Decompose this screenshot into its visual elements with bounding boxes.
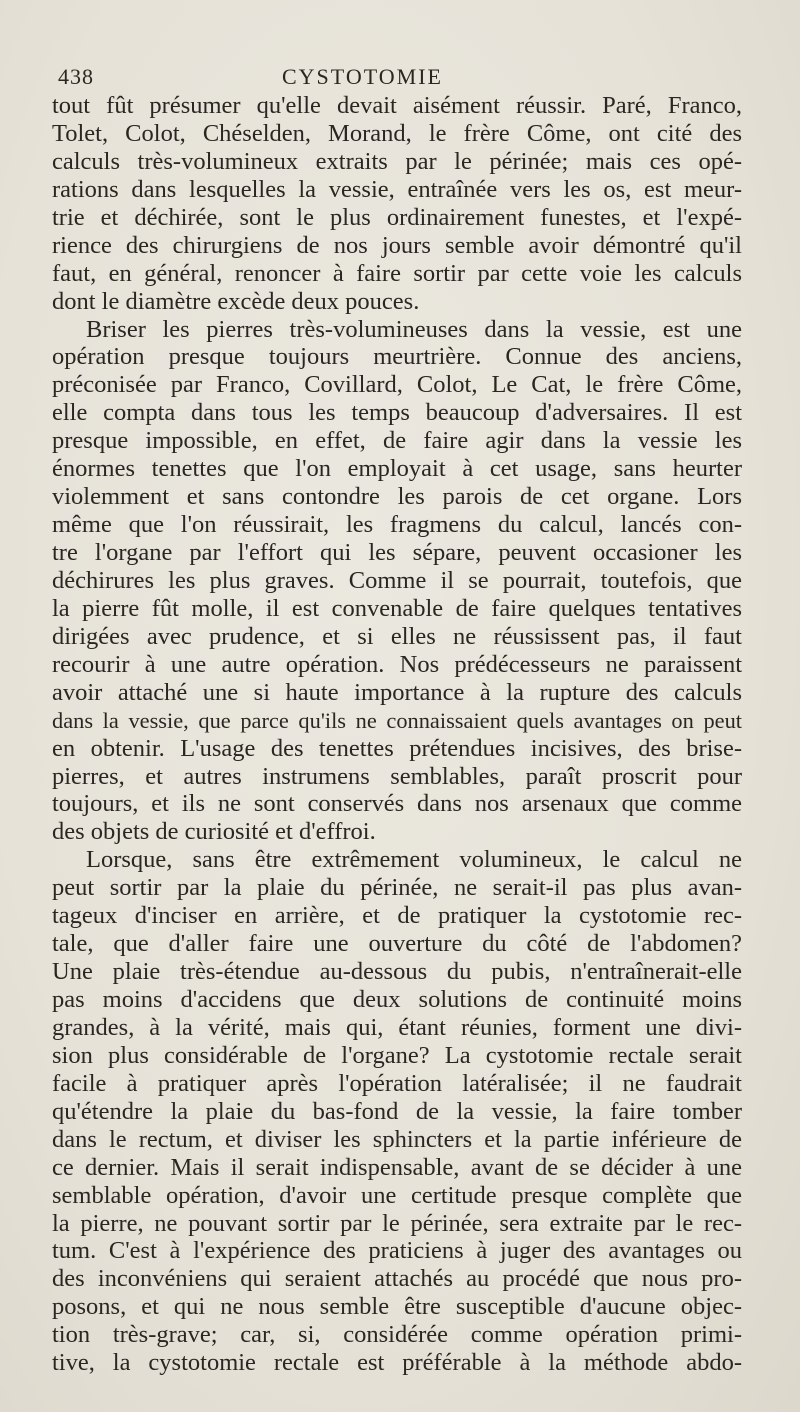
text-line: presque impossible, en effet, de faire agir dans la vessie les: [52, 427, 742, 455]
text-line: recourir à une autre opération. Nos prédécesseurs ne paraissent: [52, 650, 742, 678]
text-line: la pierre, ne pouvant sortir par le périnée, sera extraite par le rec-: [52, 1209, 742, 1237]
text-line: sion plus considérable de l'organe? La cystotomie rectale serait: [52, 1041, 742, 1069]
text-line: ce dernier. Mais il serait indispensable, avant de se décider à une: [52, 1153, 742, 1181]
body-text: [52, 92, 742, 1377]
text-line: tout fût présumer qu'elle devait aisément réussir. Paré, Franco,: [52, 92, 742, 119]
text-line: calculs très-volumineux extraits par le périnée; mais ces opé-: [52, 147, 742, 175]
text-line: facile à pratiquer après l'opération latéralisée; il ne faudrait: [52, 1069, 742, 1097]
text-line: même que l'on réussirait, les fragmens du calcul, lancés con-: [52, 511, 742, 539]
text-line: pas moins d'accidens que deux solutions de continuité moins: [52, 986, 742, 1013]
page-header: [54, 64, 734, 94]
page-number: 438: [58, 64, 94, 89]
text-line: rations dans lesquelles la vessie, entraînée vers les os, est meur-: [52, 175, 742, 203]
text-line: déchirures les plus graves. Comme il se pourrait, toutefois, que: [52, 566, 742, 594]
text-line: dans le rectum, et diviser les sphincters et la partie inférieure de: [52, 1125, 742, 1153]
text-line: tion très-grave; car, si, considérée comme opération primi-: [52, 1321, 742, 1349]
text-line: tive, la cystotomie rectale est préférable à la méthode abdo-: [52, 1349, 742, 1377]
text-line: opération presque toujours meurtrière. Connue des anciens,: [52, 343, 742, 371]
text-line: énormes tenettes que l'on employait à cet usage, sans heurter: [52, 455, 742, 483]
paragraph-first-line: Lorsque, sans être extrêmement volumineux, le calcul ne: [86, 846, 742, 874]
text-line: préconisée par Franco, Covillard, Colot, Le Cat, le frère Côme,: [52, 371, 742, 399]
text-line: toujours, et ils ne sont conservés dans nos arsenaux que comme: [52, 790, 742, 818]
text-line: avoir attaché une si haute importance à la rupture des calculs: [52, 678, 742, 706]
text-line: des objets de curiosité et d'effroi.: [52, 818, 376, 846]
text-line: des inconvéniens qui seraient attachés au procédé que nous pro-: [52, 1265, 742, 1293]
paragraph-first-line: Briser les pierres très-volumineuses dans la vessie, est une: [86, 315, 742, 343]
text-line: rience des chirurgiens de nos jours semble avoir démontré qu'il: [52, 231, 742, 259]
text-line: en obtenir. L'usage des tenettes prétendues incisives, des brise-: [52, 734, 742, 762]
text-line: pierres, et autres instrumens semblables, paraît proscrit pour: [52, 762, 742, 790]
text-line: violemment et sans contondre les parois de cet organe. Lors: [52, 483, 742, 511]
text-line: peut sortir par la plaie du périnée, ne serait-il pas plus avan-: [52, 874, 742, 902]
text-line: dirigées avec prudence, et si elles ne réussissent pas, il faut: [52, 622, 742, 650]
text-line: dans la vessie, que parce qu'ils ne connaissaient quels avantages on peut: [52, 707, 742, 733]
text-line: Une plaie très-étendue au-dessous du pubis, n'entraînerait-elle: [52, 958, 742, 986]
text-line: qu'étendre la plaie du bas-fond de la vessie, la faire tomber: [52, 1097, 742, 1125]
text-line: tre l'organe par l'effort qui les sépare, peuvent occasioner les: [52, 539, 742, 566]
text-line: semblable opération, d'avoir une certitude presque complète que: [52, 1181, 742, 1209]
text-line: tale, que d'aller faire une ouverture du côté de l'abdomen?: [52, 930, 742, 958]
text-line: Tolet, Colot, Chéselden, Morand, le frère Côme, ont cité des: [52, 119, 742, 147]
text-line: tageux d'inciser en arrière, et de pratiquer la cystotomie rec-: [52, 902, 742, 930]
text-line: grandes, à la vérité, mais qui, étant réunies, forment une divi-: [52, 1013, 742, 1041]
text-line: la pierre fût molle, il est convenable de faire quelques tentatives: [52, 594, 742, 622]
text-line: dont le diamètre excède deux pouces.: [52, 287, 420, 315]
text-line: posons, et qui ne nous semble être susceptible d'aucune objec-: [52, 1293, 742, 1321]
text-line: faut, en général, renoncer à faire sortir par cette voie les calculs: [52, 259, 742, 287]
text-line: tum. C'est à l'expérience des praticiens à juger des avantages ou: [52, 1237, 742, 1265]
running-head: CYSTOTOMIE: [282, 64, 443, 89]
text-line: elle compta dans tous les temps beaucoup d'adversaires. Il est: [52, 399, 742, 427]
text-line: trie et déchirée, sont le plus ordinairement funestes, et l'expé-: [52, 203, 742, 231]
